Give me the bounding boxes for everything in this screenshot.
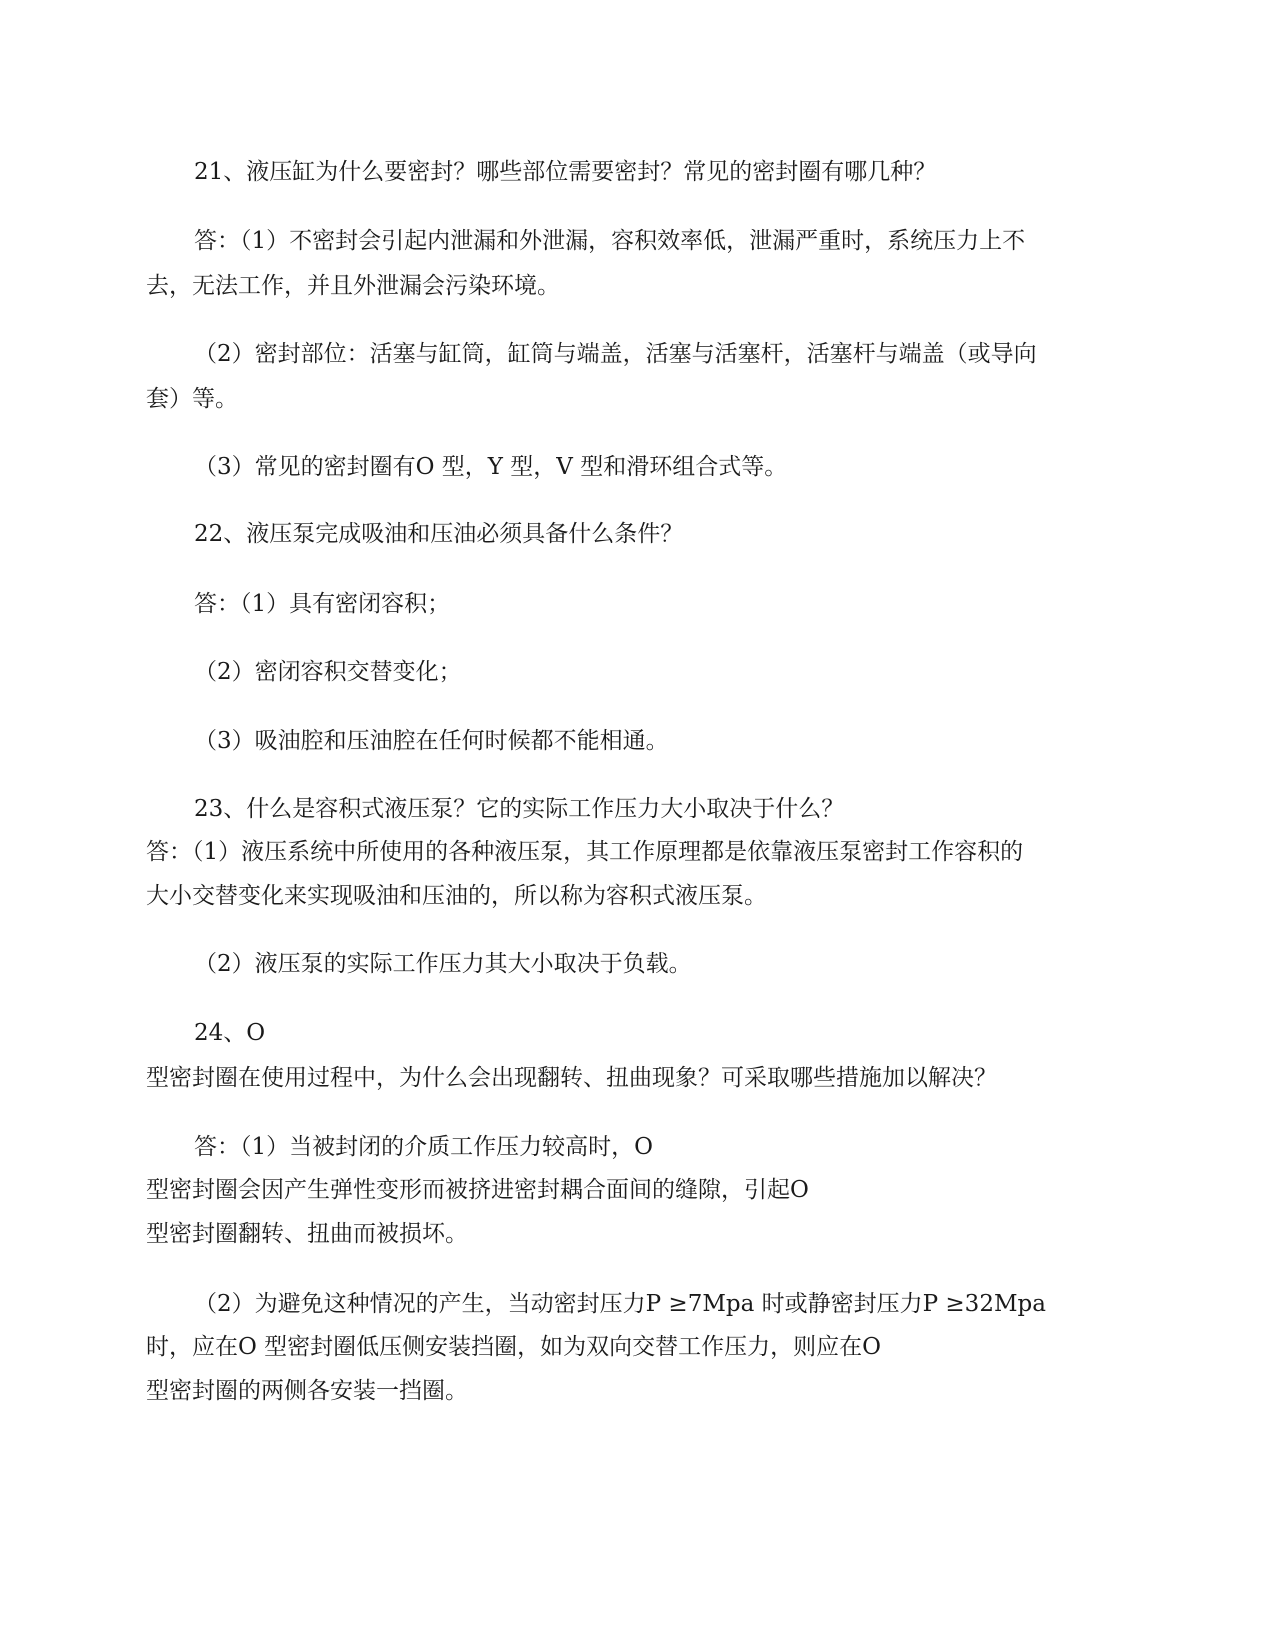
answer-22-1: 答：（1）具有密闭容积； [194,591,451,617]
answer-23-2: （2）液压泵的实际工作压力其大小取决于负载。 [194,951,692,977]
question-22: 22、液压泵完成吸油和压油必须具备什么条件？ [194,521,684,547]
answer-21-1-line-2: 去，无法工作，并且外泄漏会污染环境。 [146,273,560,299]
answer-23-1-line-2: 大小交替变化来实现吸油和压油的，所以称为容积式液压泵。 [146,883,767,909]
question-24-line-1: 24、O [194,1020,266,1046]
answer-24-2-line-1: （2）为避免这种情况的产生，当动密封压力P ≥7Mpa 时或静密封压力P ≥32Mpa [194,1291,1046,1317]
question-23: 23、什么是容积式液压泵？它的实际工作压力大小取决于什么？ [194,796,845,822]
answer-23-1-line-1: 答：（1）液压系统中所使用的各种液压泵，其工作原理都是依靠液压泵密封工作容积的 [146,839,1024,865]
answer-24-1-line-2: 型密封圈会因产生弹性变形而被挤进密封耦合面间的缝隙，引起O [146,1177,809,1203]
answer-21-3: （3）常见的密封圈有O 型，Y 型，V 型和滑环组合式等。 [194,454,788,480]
answer-24-1-line-1: 答：（1）当被封闭的介质工作压力较高时，O [194,1134,653,1160]
answer-22-3: （3）吸油腔和压油腔在任何时候都不能相通。 [194,728,669,754]
answer-24-1-line-3: 型密封圈翻转、扭曲而被损坏。 [146,1221,468,1247]
question-21: 21、液压缸为什么要密封？哪些部位需要密封？常见的密封圈有哪几种？ [194,159,937,185]
answer-21-1-line-1: 答：（1）不密封会引起内泄漏和外泄漏，容积效率低，泄漏严重时，系统压力上不 [194,228,1026,254]
answer-24-2-line-3: 型密封圈的两侧各安装一挡圈。 [146,1378,468,1404]
question-24-line-2: 型密封圈在使用过程中，为什么会出现翻转、扭曲现象？可采取哪些措施加以解决？ [146,1065,997,1091]
answer-22-2: （2）密闭容积交替变化； [194,659,462,685]
answer-21-2-line-1: （2）密封部位：活塞与缸筒，缸筒与端盖，活塞与活塞杆，活塞杆与端盖（或导向 [194,341,1037,367]
answer-24-2-line-2: 时，应在O 型密封圈低压侧安装挡圈，如为双向交替工作压力，则应在O [146,1334,882,1360]
answer-21-2-line-2: 套）等。 [146,386,238,412]
